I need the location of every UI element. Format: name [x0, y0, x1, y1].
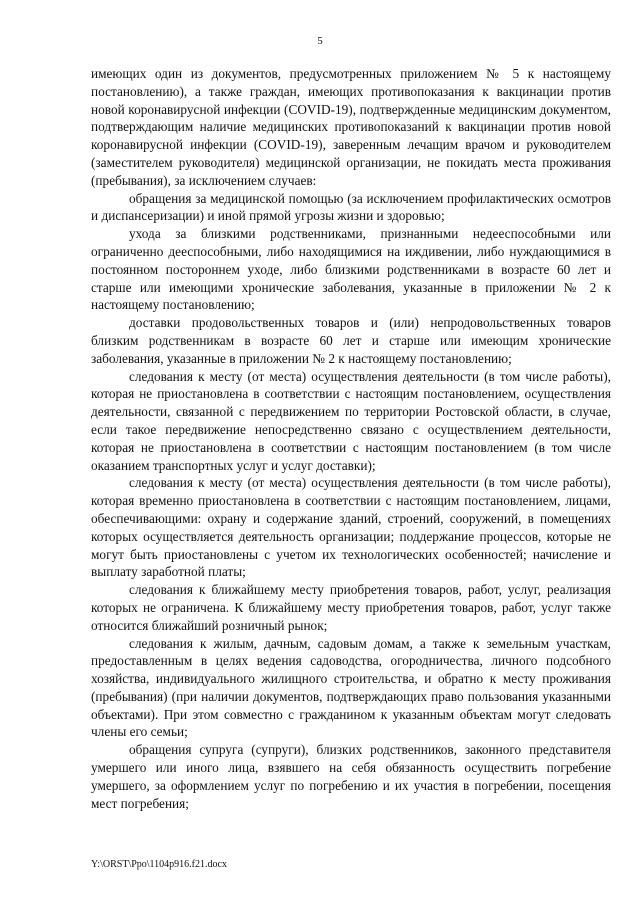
footer-file-path: Y:\ORST\Ppo\1104p916.f21.docx: [91, 859, 227, 870]
paragraph-relatives-care: ухода за близкими родственниками, признанными недееспособными или ограниченно дееспособными, либо находящимися на иждивении, либо нуждающимися в постоянном постороннем уходе, либо близкими родственниками в возрасте 60 лет и старше или имеющими хронические заболевания, указанные в приложении № 2 к настоящему постановлению;: [91, 226, 611, 313]
paragraph-funeral: обращения супруга (супруги), близких родственников, законного представителя умершего или иного лица, взявшего на себя обязанность осуществить погребение умершего, за оформлением услуг по погребению и их участия в погребении, посещения мест погребения;: [91, 742, 611, 811]
paragraph-medical-help: обращения за медицинской помощью (за исключением профилактических осмотров и диспансеризации) и иной прямой угрозы жизни и здоровью;: [91, 190, 611, 224]
paragraph-suspended-work-travel: следования к месту (от места) осуществления деятельности (в том числе работы), которая временно приостановлена в соответствии с настоящим постановлением, лицами, обеспечивающими: охрану и содержание зданий, строений, сооружений, в помещениях которых осуществляется деятельность организации; поддержание процессов, которые не могут быть приостановлены с учетом их технологических особенностей; начисление и выплату заработной платы;: [91, 475, 611, 580]
paragraph-nearest-store: следования к ближайшему месту приобретения товаров, работ, услуг, реализация которых не ограничена. К ближайшему месту приобретения товаров, работ, услуг также относится ближайший розничный рынок;: [91, 582, 611, 633]
paragraph-goods-delivery: доставки продовольственных товаров и (или) непродовольственных товаров близким родственникам в возрасте 60 лет и старше или имеющим хронические заболевания, указанные в приложении № 2 к настоящему постановлению;: [91, 315, 611, 366]
paragraph-work-travel: следования к месту (от места) осуществления деятельности (в том числе работы), которая не приостановлена в соответствии с настоящим постановлением, осуществления деятельности, связанной с передвижением по территории Ростовской области, в случае, если такое передвижение непосредственно связано с осуществлением деятельности, которая не приостановлена в соответствии с настоящим постановлением (в том числе оказанием транспортных услуг и услуг доставки);: [91, 368, 611, 473]
document-body: [91, 65, 611, 812]
page-number: 5: [317, 35, 323, 47]
paragraph-dacha-travel: следования к жилым, дачным, садовым домам, а также к земельным участкам, предоставленным в целях ведения садоводства, огородничества, личного подсобного хозяйства, индивидуального жилищного строительства, и обратно к месту проживания (пребывания) (при наличии документов, подтверждающих право пользования указанными объектами). При этом совместно с гражданином к указанным объектам могут следовать члены его семьи;: [91, 635, 611, 740]
paragraph-continuation: имеющих один из документов, предусмотренных приложением № 5 к настоящему постановлению), а также граждан, имеющих противопоказания к вакцинации против новой коронавирусной инфекции (COVID-19), подтвержденные медицинским документом, подтверждающим наличие медицинских противопоказаний к вакцинации против новой коронавирусной инфекции (COVID-19), заверенным лечащим врачом и руководителем (заместителем руководителя) медицинской организации, не покидать места проживания (пребывания), за исключением случаев:: [91, 66, 611, 188]
